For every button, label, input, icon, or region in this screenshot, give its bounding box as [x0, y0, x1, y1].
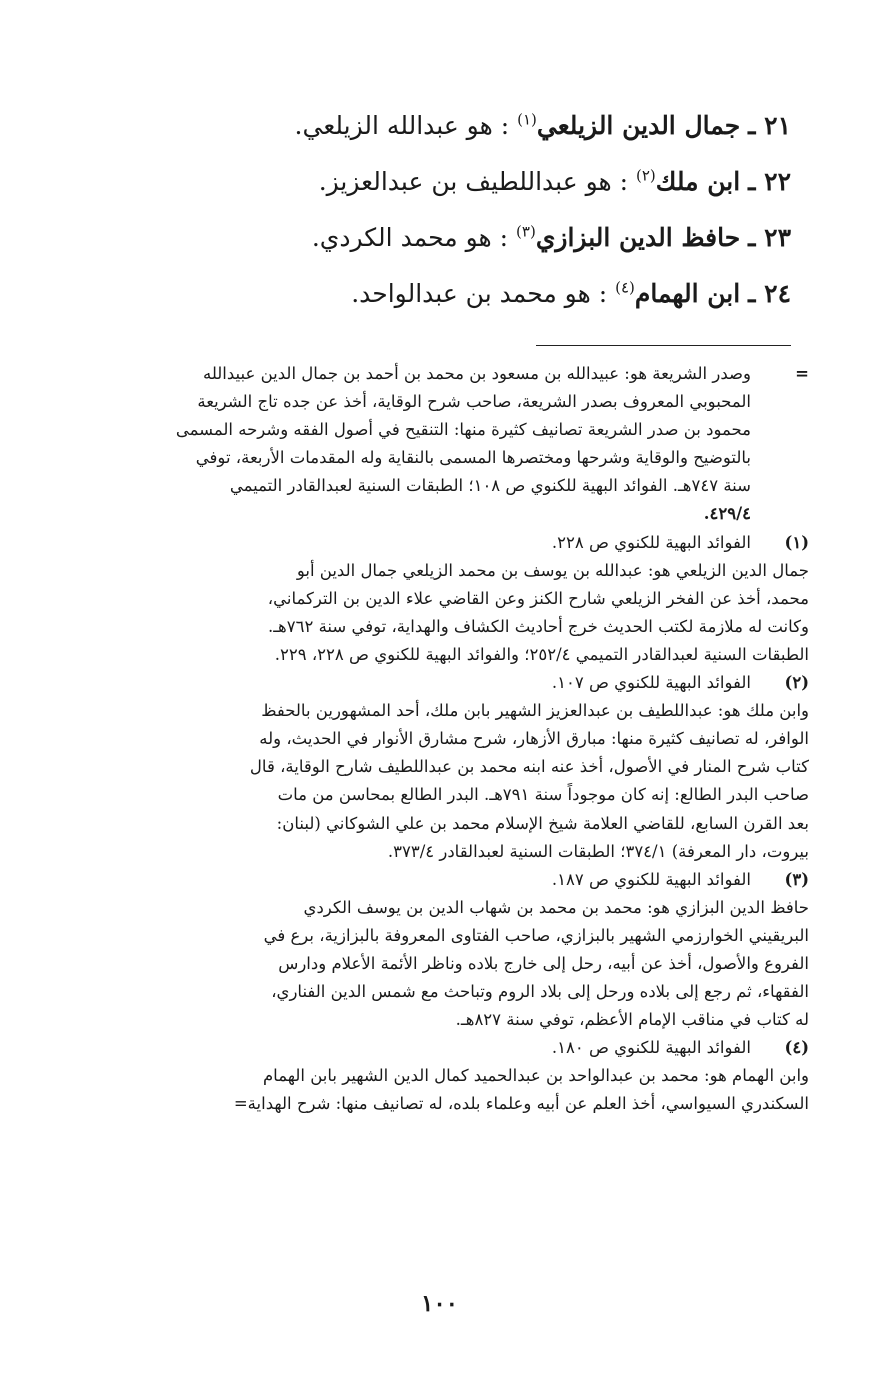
footnote-ref[interactable]: (٣) [516, 222, 536, 241]
footnote-line: له كتاب في مناقب الإمام الأعظم، توفي سنة ٨٢٧هـ. [455, 1010, 809, 1030]
footnote-line: وكانت له ملازمة لكتب الحديث خرج أحاديث الكشاف والهداية، توفي سنة ٧٦٢هـ. [267, 616, 809, 636]
footnote-line: الفوائد البهية للكنوي ص ٢٢٨. [551, 532, 751, 552]
page-number: ١٠٠ [420, 1290, 459, 1317]
footnote-ref[interactable]: (٢) [636, 166, 656, 185]
entry-name: جمال الدين الزيلعي [536, 111, 741, 140]
footnote-continued [39, 360, 809, 529]
footnote-3 [39, 866, 809, 1035]
footnote-line: ٤٢٩/٤. [703, 504, 751, 524]
footnote-line: كتاب شرح المنار في الأصول، أخذ عنه ابنه محمد بن عبداللطيف شارح الوقاية، قال [249, 757, 809, 777]
footnote-marker: = [795, 364, 809, 383]
entry-description: : هو عبدالله الزيلعي. [294, 111, 510, 140]
footnote-ref[interactable]: (١) [517, 110, 537, 129]
entry-description: : هو محمد بن عبدالواحد. [351, 279, 608, 308]
footnote-ref[interactable]: (٤) [615, 278, 635, 297]
entry-number: ٢١ ـ [748, 111, 791, 140]
footnote-line: سنة ٧٤٧هـ. الفوائد البهية للكنوي ص ١٠٨؛ الطبقات السنية لعبدالقادر التميمي [229, 476, 751, 496]
footnote-marker: (٤) [784, 1038, 809, 1058]
footnote-separator [536, 345, 791, 346]
footnote-line: الوافر، له تصانيف كثيرة منها: مبارق الأزهار، شرح مشارق الأنوار في الحديث، وله [259, 729, 809, 749]
footnote-marker: (٣) [784, 869, 809, 889]
footnotes [39, 360, 809, 1119]
footnote-1 [39, 529, 809, 669]
footnote-line: صاحب البدر الطالع: إنه كان موجوداً سنة ٧٩١هـ. البدر الطالع بمحاسن من مات [277, 785, 809, 805]
entry-number: ٢٢ ـ [748, 167, 791, 196]
footnote-line: وصدر الشريعة هو: عبيدالله بن مسعود بن محمد بن أحمد بن جمال الدين عبيدالله [202, 364, 751, 383]
footnote-line: الفوائد البهية للكنوي ص ١٨٧. [551, 869, 751, 889]
footnote-marker: (١) [784, 532, 809, 552]
entry-description: : هو محمد الكردي. [311, 223, 509, 252]
footnote-line: جمال الدين الزيلعي هو: عبدالله بن يوسف بن محمد الزيلعي جمال الدين أبو [296, 560, 809, 580]
footnote-line: الفروع والأصول، أخذ عن أبيه، رحل إلى خارج بلاده وناظر الأئمة الأعلام ودارس [278, 953, 809, 973]
footnote-line: محمود بن صدر الشريعة تصانيف كثيرة منها: التنقيح في أصول الفقه وشرحه المسمى [175, 420, 751, 440]
footnote-marker: (٢) [784, 673, 809, 693]
footnote-line: وابن الهمام هو: محمد بن عبدالواحد بن عبدالحميد كمال الدين الشهير بابن الهمام [262, 1066, 809, 1086]
entry-number: ٢٣ ـ [748, 223, 791, 252]
footnote-line: السكندري السيواسي، أخذ العلم عن أبيه وعلماء بلده، له تصانيف منها: شرح الهداية= [233, 1094, 809, 1114]
footnote-line: الفقهاء، ثم رجع إلى بلاده ورحل إلى بلاد الروم وتباحث مع شمس الدين الفناري، [271, 982, 809, 1002]
entry-24 [91, 266, 791, 322]
footnote-line: المحبوبي المعروف بصدر الشريعة، صاحب شرح الوقاية، أخذ عن جده تاج الشريعة [197, 392, 751, 412]
footnote-line: محمد، أخذ عن الفخر الزيلعي شارح الكنز وعن القاضي علاء الدين بن التركماني، [267, 588, 809, 608]
entry-list [91, 98, 791, 322]
entry-name: حافظ الدين البزازي [535, 223, 741, 252]
entry-22 [91, 154, 791, 210]
footnote-4 [39, 1034, 809, 1118]
footnote-line: بعد القرن السابع، للقاضي العلامة شيخ الإسلام محمد بن علي الشوكاني (لبنان: [276, 813, 809, 833]
footnote-line: بيروت، دار المعرفة) ٣٧٤/١؛ الطبقات السنية لعبدالقادر ٣٧٣/٤. [387, 841, 809, 861]
entry-description: : هو عبداللطيف بن عبدالعزيز. [318, 167, 629, 196]
footnote-line: وابن ملك هو: عبداللطيف بن عبدالعزيز الشهير بابن ملك، أحد المشهورين بالحفظ [261, 701, 809, 721]
entry-name: ابن الهمام [634, 279, 741, 308]
footnote-line: الطبقات السنية لعبدالقادر التميمي ٢٥٢/٤؛ والفوائد البهية للكنوي ص ٢٢٨، ٢٢٩. [274, 644, 809, 664]
footnote-line: حافظ الدين البزازي هو: محمد بن محمد بن شهاب الدين بن يوسف الكردي [303, 897, 809, 917]
entry-name: ابن ملك [655, 167, 741, 196]
footnote-line: الفوائد البهية للكنوي ص ١٨٠. [551, 1038, 751, 1058]
footnote-line: الفوائد البهية للكنوي ص ١٠٧. [551, 673, 751, 693]
entry-21 [91, 98, 791, 154]
footnote-2 [39, 669, 809, 866]
footnote-line: البريقيني الخوارزمي الشهير بالبزازي، صاحب الفتاوى المعروفة بالبزازية، برع في [263, 925, 809, 945]
footnote-line: بالتوضيح والوقاية وشرحها ومختصرها المسمى بالنقاية وله المقدمات الأربعة، توفي [195, 448, 751, 468]
entry-number: ٢٤ ـ [748, 279, 791, 308]
entry-23 [91, 210, 791, 266]
